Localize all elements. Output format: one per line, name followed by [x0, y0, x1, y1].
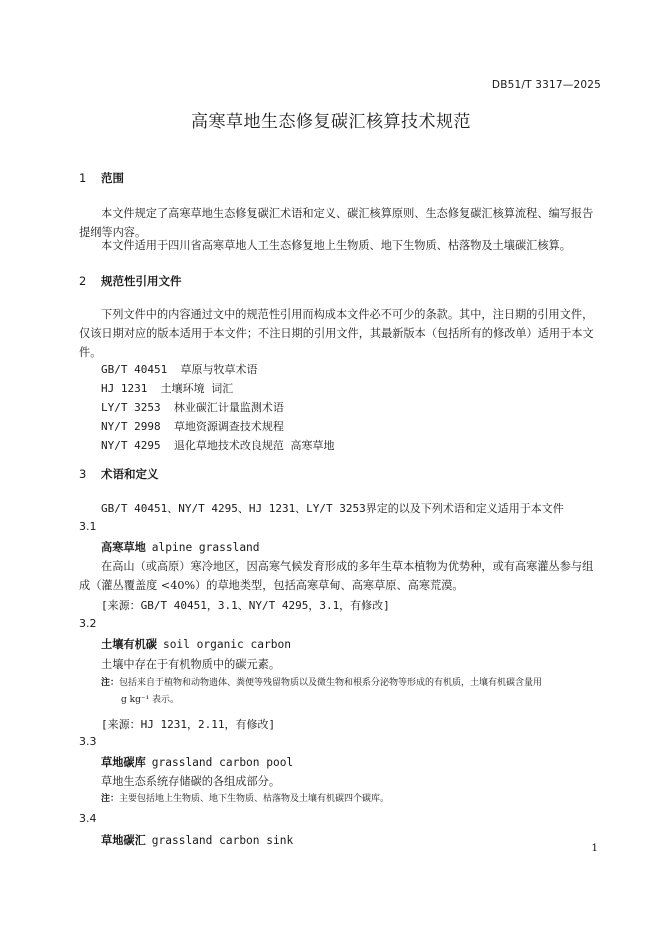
clause-number: 3.2 [79, 617, 97, 630]
term-chinese: 草地碳库 [101, 756, 146, 769]
section-title: 术语和定义 [101, 467, 159, 481]
page-number: 1 [591, 842, 598, 854]
document-code: DB51/T 3317—2025 [491, 79, 601, 91]
section-title: 范围 [101, 171, 125, 185]
paragraph: 本文件规定了高寒草地生态修复碳汇术语和定义、碳汇核算原则、生态修复碳汇核算流程、编写报告提纲等内容。 [79, 207, 594, 239]
reference-item: NY/T 4295 退化草地技术改良规范 高寒草地 [101, 439, 335, 452]
term-english: soil organic carbon [162, 638, 291, 651]
term-english: grassland carbon sink [151, 834, 294, 847]
paragraph: 下列文件中的内容通过文中的规范性引用而构成本文件必不可少的条款。其中，注日期的引用文件，仅该日期对应的版本适用于本文件；不注日期的引用文件，其最新版本（包括所有的修改单）适用于本文件。 [79, 308, 594, 359]
note-label: 注： [101, 794, 120, 804]
reference-item: HJ 1231 土壤环境 词汇 [101, 382, 234, 395]
term-chinese: 高寒草地 [101, 541, 146, 554]
term-chinese: 土壤有机碳 [101, 638, 157, 651]
note-label: 注： [101, 678, 120, 688]
section-heading-2 [79, 273, 182, 289]
term-chinese: 草地碳汇 [101, 834, 146, 847]
clause-number: 3.3 [79, 735, 97, 748]
term-note: 注：包括来自于植物和动物遗体、粪便等残留物质以及微生物和根系分泌物等形成的有机质，土壤有机碳含量用 g kg⁻¹ 表示。 [101, 678, 543, 705]
term-heading [101, 754, 293, 770]
page-title: 高寒草地生态修复碳汇核算技术规范 [191, 112, 471, 132]
term-note: 注：主要包括地上生物质、地下生物质、枯落物及土壤有机碳四个碳库。 [101, 794, 390, 804]
paragraph: 本文件适用于四川省高寒草地人工生态修复地上生物质、地下生物质、枯落物及土壤碳汇核算。 [101, 239, 571, 252]
term-heading [101, 636, 291, 652]
section-intro: GB/T 40451、NY/T 4295、HJ 1231、LY/T 3253界定的以及下列术语和定义适用于本文件 [101, 502, 564, 515]
term-heading [101, 539, 260, 555]
clause-number: 3.4 [79, 812, 97, 825]
section-heading-3 [79, 466, 159, 482]
section-title: 规范性引用文件 [101, 274, 182, 288]
reference-item: GB/T 40451 草原与牧草术语 [101, 363, 258, 376]
reference-item: NY/T 2998 草地资源调查技术规程 [101, 420, 284, 433]
term-definition: 在高山（或高原）寒冷地区，因高寒气候发育形成的多年生草本植物为优势种，或有高寒灌丛参与组成（灌丛覆盖度 <40%）的草地类型，包括高寒草甸、高寒草原、高寒荒漠。 [79, 560, 594, 592]
term-definition: 土壤中存在于有机物质中的碳元素。 [101, 658, 281, 671]
section-heading-1 [79, 170, 124, 186]
clause-number: 3.1 [79, 520, 97, 533]
term-source: [来源：HJ 1231，2.11，有修改] [101, 718, 276, 731]
term-definition: 草地生态系统存储碳的各组成部分。 [101, 775, 281, 788]
section-number: 1 [79, 171, 87, 185]
section-number: 2 [79, 274, 87, 288]
reference-item: LY/T 3253 林业碳汇计量监测术语 [101, 401, 284, 414]
section-number: 3 [79, 467, 87, 481]
term-heading [101, 832, 293, 848]
term-english: alpine grassland [151, 541, 260, 554]
term-source: [来源：GB/T 40451，3.1、NY/T 4295，3.1，有修改] [101, 599, 390, 612]
term-english: grassland carbon pool [151, 756, 294, 769]
